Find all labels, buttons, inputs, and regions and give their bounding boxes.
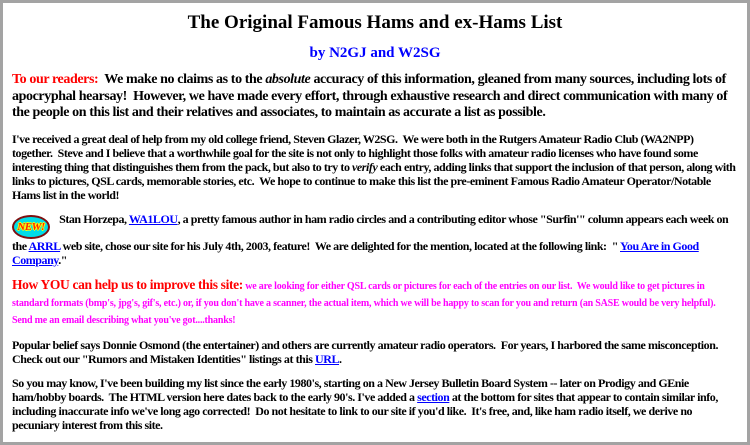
wa1lou-link[interactable]: WA1LOU: [128, 211, 178, 226]
acknowledgment-paragraph: [12, 132, 738, 202]
new-badge-icon: [12, 215, 50, 239]
news-paragraph: [12, 212, 738, 267]
news-text-mid1: , a pretty famous author in ham radio circles and a contributing editor whose "Surfin'" column appears each week on the: [12, 211, 729, 253]
acknowledgment-text-rest: each entry, adding links that support the inclusion of that person, along with links to pictures, QSL cards, memorable stories, etc. We hope to continue to make this list the pre-eminent Famous Radio Amateur Operator/Notable Hams list in the world!: [12, 159, 736, 202]
acknowledgment-text: I've received a great deal of help from my old college friend, Steven Glazer, W2SG. We were both in the Rutgers Amateur Radio Club (WA2NPP) together. Steve and I believe that a worthwhile goal for the site is not only to highlight those folks with amateur radio licenses who have found some interesting thing that distinguishes them from the pack, but also to try to: [12, 131, 698, 174]
page-title: The Original Famous Hams and ex-Hams List: [187, 12, 563, 33]
readers-text: We make no claims as to the: [98, 72, 266, 87]
acknowledgment-italic-word: verify: [352, 159, 378, 174]
improve-site-paragraph: [12, 277, 738, 328]
history-text: So you may know, I've been building my list since the early 1980's, starting on a New Jersey Bulletin Board System -- later on Prodigy and GEnie ham/hobby boards. The HTML version here dates back to the early 90's. I've added a: [12, 375, 689, 404]
history-text-end: at the bottom for sites that appear to contain similar info, including inaccurate info we've long ago corrected! Do not hesitate to link to our site if you'd like. It's free, and, like ham radio itself, we derive no pecuniary interest from this site.: [12, 389, 718, 432]
improve-site-heading: How YOU can help us to improve this site:: [12, 276, 243, 292]
rumors-paragraph: [12, 338, 738, 366]
section-link[interactable]: section: [417, 389, 450, 404]
good-company-link[interactable]: You Are in Good Company: [12, 238, 699, 267]
new-badge-label: NEW!: [17, 220, 45, 233]
byline: by N2GJ and W2SG: [309, 45, 441, 61]
readers-note-paragraph: [12, 72, 738, 122]
news-text-end: .": [58, 252, 67, 267]
readers-text-rest: accuracy of this information, gleaned from many sources, including lots of apocryphal hearsay! However, we have made every effort, through exhaustive research and direct communication with many of the people on this list and their relatives and associates, to maintain as accurate a list as possible.: [12, 72, 728, 120]
readers-italic-word: absolute: [265, 72, 311, 87]
news-text-mid2: web site, chose our site for his July 4th, 2003, feature! We are delighted for the mention, located at the following link: ": [60, 238, 621, 253]
news-intro-text: Stan Horzepa,: [54, 211, 129, 226]
history-paragraph: [12, 376, 738, 432]
arrl-link[interactable]: ARRL: [28, 238, 61, 253]
rumors-text: Popular belief says Donnie Osmond (the entertainer) and others are currently amateur radio operators. For years, I harbored the same misconception. Check out our "Rumors and Mistaken Identities" listings at this: [12, 337, 718, 366]
url-link[interactable]: URL: [315, 351, 340, 366]
rumors-text-end: .: [339, 351, 342, 366]
readers-label: To our readers:: [12, 72, 99, 87]
improve-site-text: we are looking for either QSL cards or pictures for each of the entries on our list. We would like to get pictures in standard formats (bmp's, jpg's, gif's, etc.) or, if you don't have a scanner, the actual item, which we will be happy to scan for you and return (an SASE would be very helpful). Send me an email describing what you've got....thanks!: [12, 280, 718, 326]
